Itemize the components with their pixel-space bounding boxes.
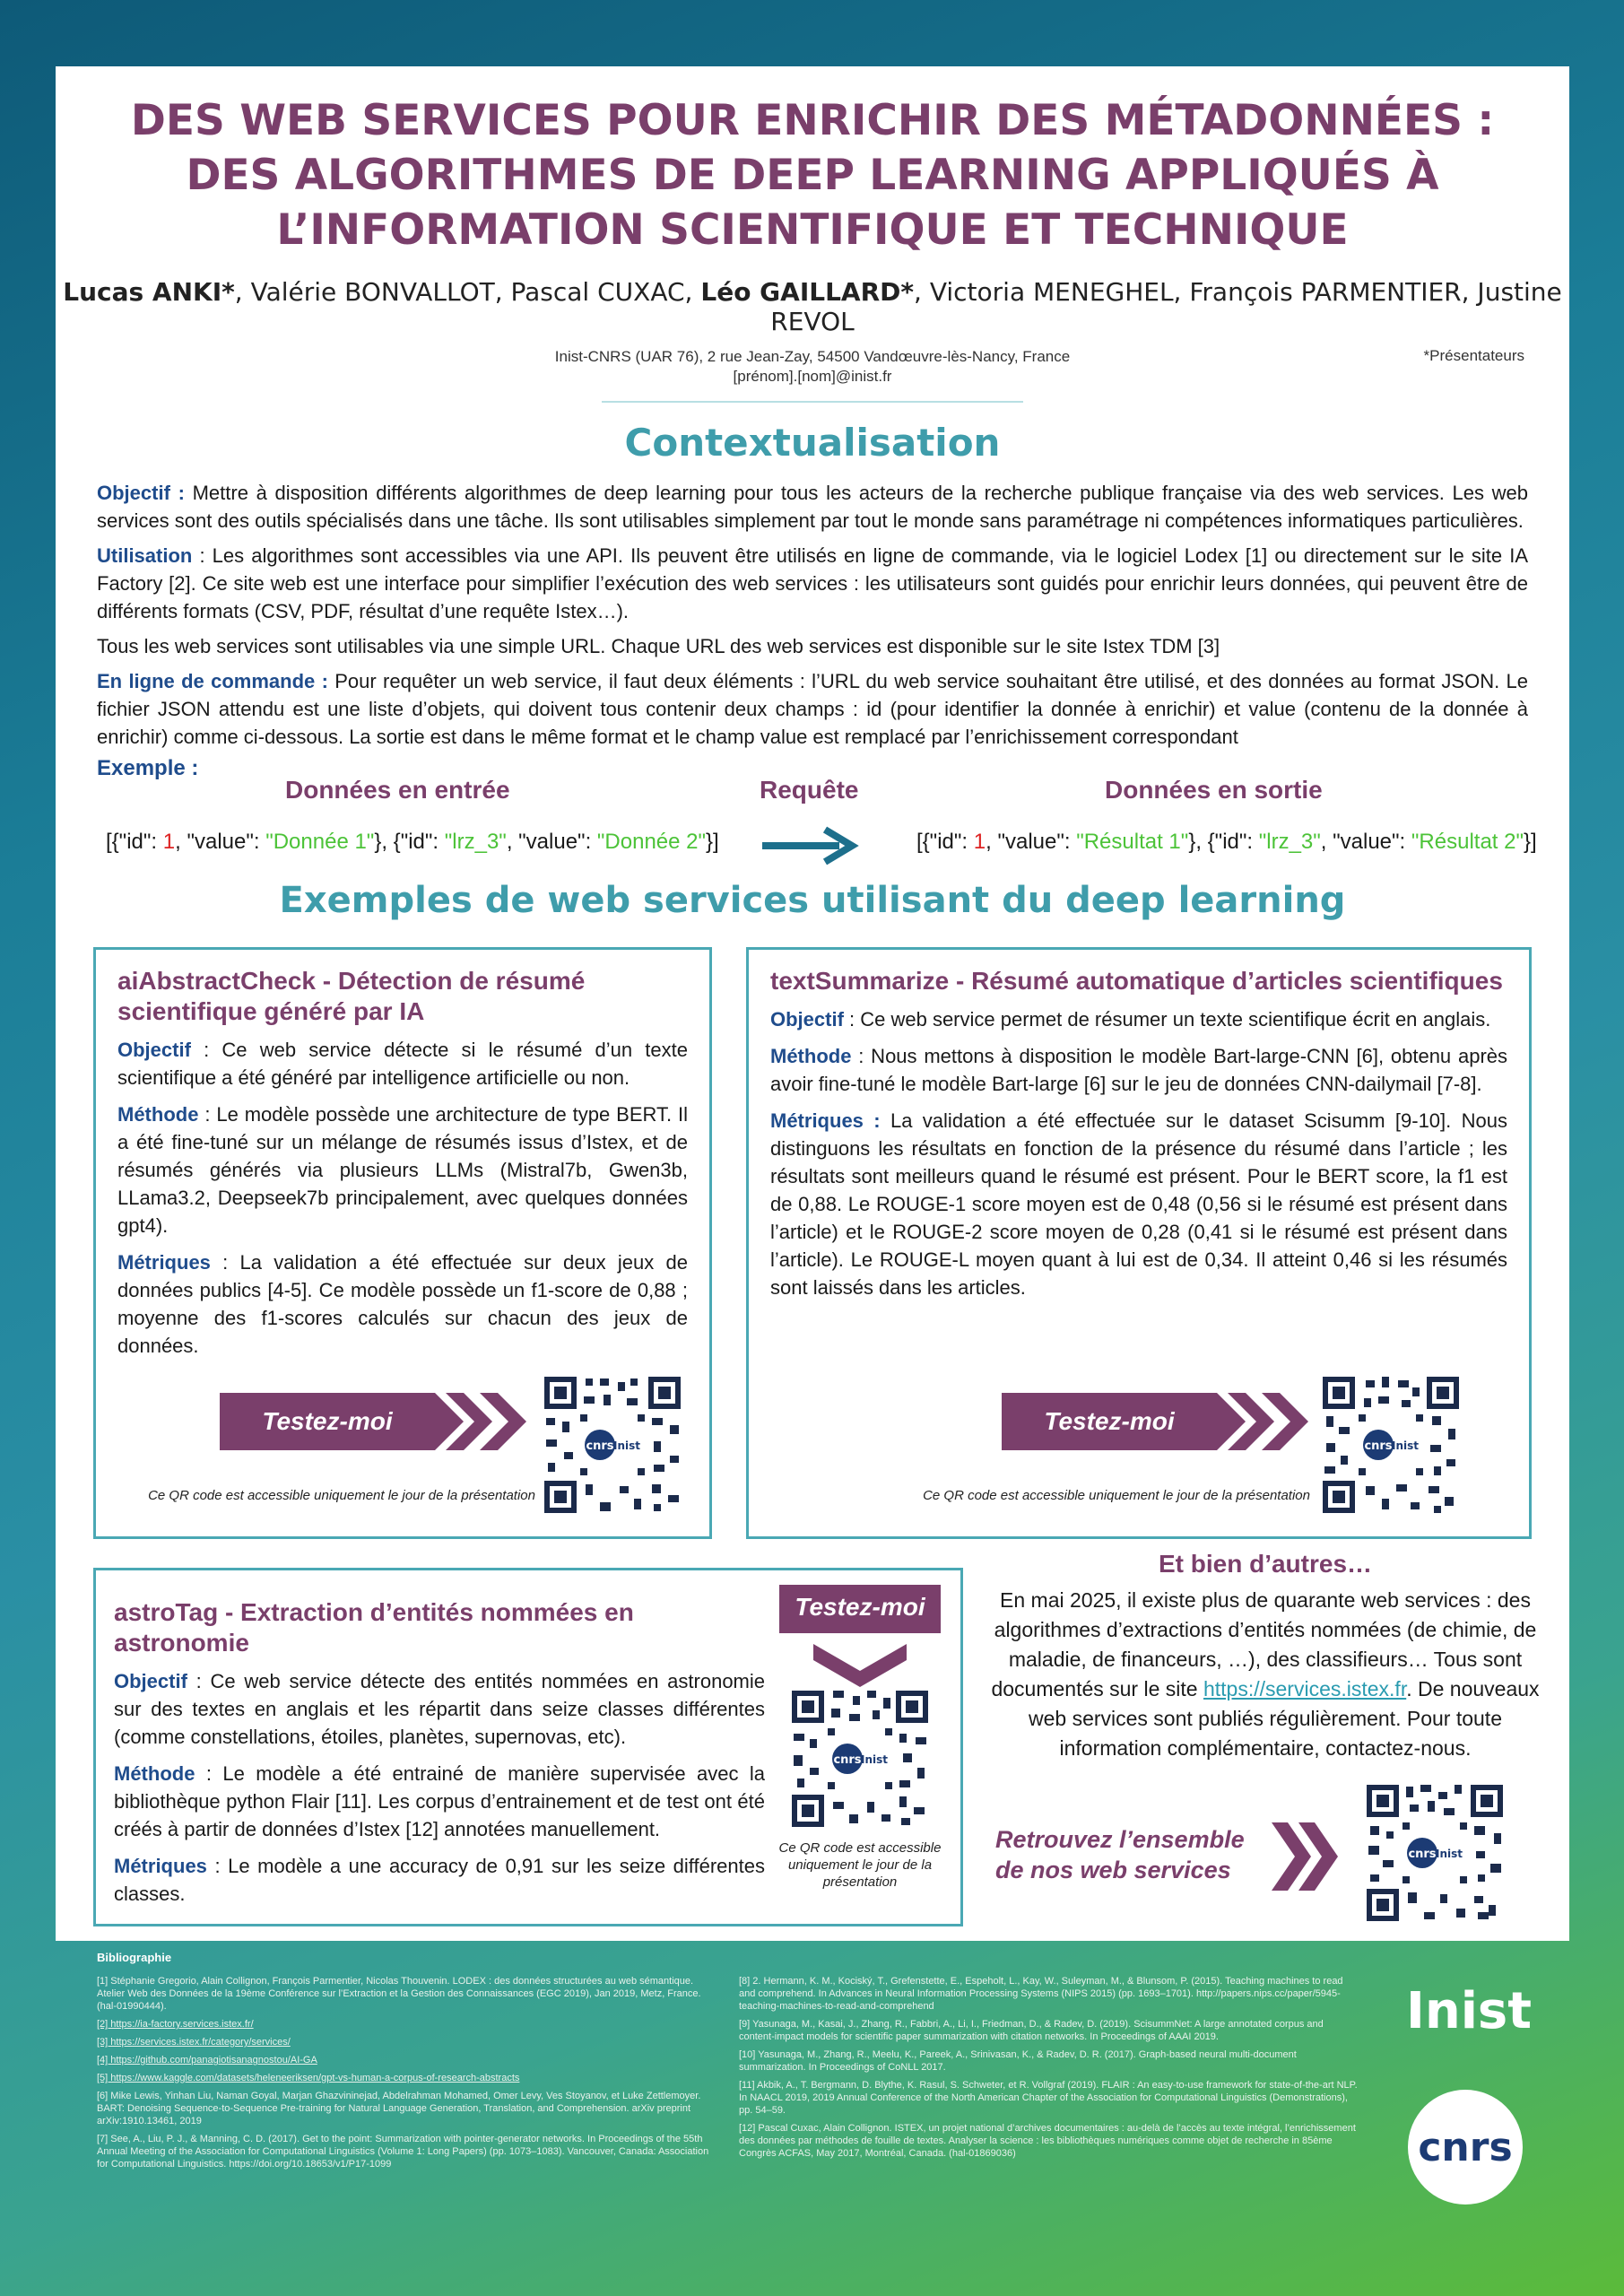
bibliography-title: Bibliographie xyxy=(97,1951,172,1964)
card-objectif: Objectif : Ce web service permet de résumer un texte scientifique écrit en anglais. xyxy=(770,1008,1491,1031)
example-row xyxy=(56,776,1569,880)
request-heading: Requête xyxy=(760,776,859,804)
poster-title xyxy=(56,93,1569,257)
card-metriques: Métriques : La validation a été effectuée sur le dataset Scisumm [9-10]. Nous distinguons les résultats en fonction de la présence du résumé dans l’article ; les résultats sont meilleurs quand le résumé est présent. Pour le BERT score, la f1 est de 0,88. Le ROUGE-1 score moyen est de 0,48 (0,56 si le résumé est présent dans l’article) et le ROUGE-2 score moyen de 0,28 (0,41 si le résumé est présent dans l’article). Le ROUGE-L moyen quant à lui est de 0,34. Il atteint 0,46 si les résumés sont laissés dans les articles. xyxy=(770,1109,1507,1299)
ligne-label: En ligne de commande : xyxy=(97,670,328,692)
ligne-text: Pour requêter un web service, il faut deux éléments : l’URL du web service souhaitant être utilisé, et des données au format JSON. Le fichier JSON attendu est une liste d’objets, qui doivent tous contenir deux champs : id (pour identifier la donnée à enrichir) et value (contenu de la donnée à enrichir) comme ci-dessous. La sortie est dans le même format et le champ value est remplacé par l’enrichissement correspondant xyxy=(97,670,1529,748)
svg-text:Inist: Inist xyxy=(1392,1439,1419,1452)
svg-text:Inist: Inist xyxy=(1436,1848,1463,1860)
output-heading: Données en sortie xyxy=(1105,776,1323,804)
title-line-1: DES WEB SERVICES POUR ENRICHIR DES MÉTADONNÉES : xyxy=(130,96,1495,145)
objectif-label: Objectif : xyxy=(97,482,185,504)
section-heading-examples: Exemples de web services utilisant du deep learning xyxy=(279,880,1346,921)
svg-text:Inist: Inist xyxy=(613,1439,640,1452)
authors-list-1: , Valérie BONVALLOT, Pascal CUXAC, xyxy=(234,277,701,307)
testez-moi-button[interactable]: Testez-moi xyxy=(795,1593,925,1621)
bib-entry: [9] Yasunaga, M., Kasai, J., Zhang, R., Fabbri, A., Li, I., Friedman, D., & Radev, D. (2019). ScisummNet: A large annotated corpus and content-impact models for scientific paper summarization with citation networks. In Proceedings of AAAI 2019. xyxy=(739,2019,1324,2042)
authors-list-2: , Victoria MENEGHEL, François PARMENTIER, Justine REVOL xyxy=(770,277,1562,336)
card-title: textSummarize - Résumé automatique d’articles scientifiques xyxy=(770,967,1503,995)
context-objectif xyxy=(97,479,1528,535)
affiliation xyxy=(56,347,1569,387)
testez-moi-button[interactable]: Testez-moi xyxy=(1044,1407,1175,1435)
utilisation-label: Utilisation xyxy=(97,544,193,567)
svg-text:cnrs: cnrs xyxy=(1364,1439,1393,1453)
request-arrow-icon xyxy=(762,826,861,865)
qr-note: Ce QR code est accessible uniquement le jour de la présentation xyxy=(923,1488,1310,1503)
bibliography-right xyxy=(739,1975,1358,2165)
chevrons-right-icon xyxy=(1272,1822,1352,1891)
bibliography-left xyxy=(97,1975,716,2176)
card-methode: Méthode : Le modèle possède une architecture de type BERT. Il a été fine-tuné sur un mélange de résumés issus d’Istex, et de résumés générés via plusieurs LLMs (Mistral7b, Gwen3b, LLama3.2, Deepseek7b principalement, avec quelques données gpt4). xyxy=(117,1103,688,1237)
affiliation-row xyxy=(56,347,1569,388)
svg-text:cnrs: cnrs xyxy=(833,1753,862,1767)
title-line-3: L’INFORMATION SCIENTIFIQUE ET TECHNIQUE xyxy=(276,205,1349,255)
card-methode: Méthode : Nous mettons à disposition le modèle Bart-large-CNN [6], obtenu après avoir fine-tuné le modèle Bart-large [6] sur le jeu de données CNN-dailymail [7-8]. xyxy=(770,1045,1507,1095)
qr-code-icon xyxy=(541,1373,684,1517)
card-objectif: Objectif : Ce web service détecte des entités nommées en astronomie sur des textes en anglais et les répartit dans seize classes différentes (comme constellations, étoiles, planètes, supernovas, etc). xyxy=(114,1670,765,1748)
inist-logo: Inist xyxy=(1406,1982,1532,2040)
others-text: En mai 2025, il existe plus de quarante web services : des algorithmes d’extractions d’entités nommées (de chimie, de maladie, de financeurs, …), des classifieurs… Tous sont documentés sur le site https://services.istex.fr. De nouveaux web services sont publiés régulièrement. Pour toute information complémentaire, contactez-nous. xyxy=(991,1588,1540,1760)
services-link[interactable]: https://services.istex.fr xyxy=(1203,1677,1407,1700)
bib-entry: [12] Pascal Cuxac, Alain Collignon. ISTEX, un projet national d’archives documentaires : au-delà de l’accès au texte intégral, l’enrichissement des données par méthodes de fouille de textes. Analyser la science : les bibliothèques numériques comme objet de recherche in 85ème Congrès ACFAS, May 2017, Montréal, Canada. (hal-01869036) xyxy=(739,2123,1356,2159)
testez-moi-button[interactable]: Testez-moi xyxy=(262,1407,393,1435)
utilisation-text: : Les algorithmes sont accessibles via une API. Ils peuvent être utilisés en ligne de commande, via le logiciel Lodex [1] ou directement sur le site IA Factory [2]. Ce site web est une interface pour simplifier l’exécution des web services : les utilisateurs sont guidés pour enrichir leurs données, qui peuvent être de différents formats (CSV, PDF, résultat d’une requête Istex…). xyxy=(97,544,1528,622)
presenters-note: *Présentateurs xyxy=(1423,347,1524,364)
qr-code-icon xyxy=(1363,1781,1507,1925)
qr-code-icon xyxy=(788,1687,932,1831)
bib-entry: [11] Akbik, A., T. Bergmann, D. Blythe, K. Rasul, S. Schweter, et R. Vollgraf (2019). FLAIR : An easy-to-use framework for state-of-the-art NLP. In NAACL 2019, 2019 Annual Conference of the North American Chapter of the Association for Computational Linguistics (Demonstrations), pp. 54–59. xyxy=(739,2080,1358,2116)
svg-text:Inist: Inist xyxy=(861,1753,888,1766)
card-content xyxy=(114,1597,765,1908)
qr-note: Ce QR code est accessible uniquement le jour de la présentation xyxy=(778,1840,942,1890)
others-section xyxy=(979,1550,1551,1763)
qr-note: Ce QR code est accessible uniquement le jour de la présentation xyxy=(148,1488,535,1503)
section-heading-context: Contextualisation xyxy=(624,421,1001,465)
exemple-label: Exemple : xyxy=(97,756,199,780)
poster xyxy=(56,66,1569,1941)
divider xyxy=(602,401,1023,403)
bib-entry: [5] https://www.kaggle.com/datasets/heleneeriksen/gpt-vs-human-a-corpus-of-research-abstracts xyxy=(97,2073,520,2083)
svg-text:cnrs: cnrs xyxy=(586,1439,614,1453)
affiliation-address: Inist-CNRS (UAR 76), 2 rue Jean-Zay, 54500 Vandœuvre-lès-Nancy, France xyxy=(554,348,1071,365)
card-title: aiAbstractCheck - Détection de résumé scientifique généré par IA xyxy=(117,967,586,1025)
input-json: [{"id": 1, "value": "Donnée 1"}, {"id": "lrz_3", "value": "Donnée 2"}] xyxy=(106,830,719,854)
author-presenter-1: Lucas ANKI* xyxy=(63,277,235,307)
bibliography xyxy=(97,1951,1388,2170)
bib-entry: [1] Stéphanie Gregorio, Alain Collignon, François Parmentier, Nicolas Thouvenin. LODEX : des données structurées au web sémantique. Atelier Web des Données de la 19ème Conférence sur l’Extraction et la Gestion des Connaissances (EGC 2019), Jan 2019, Metz, France. (hal-01990444). xyxy=(97,1976,701,2012)
card-textsummarize xyxy=(746,947,1532,1539)
cnrs-logo: cnrs xyxy=(1408,2090,1523,2205)
bib-entry: [10] Yasunaga, M., Zhang, R., Meelu, K., Pareek, A., Srinivasan, K., & Radev, D. R. (2017). Graph-based neural multi-document summarization. In Proceedings of CoNLL 2017. xyxy=(739,2049,1297,2073)
others-title: Et bien d’autres… xyxy=(1158,1550,1373,1578)
title-line-2: DES ALGORITHMES DE DEEP LEARNING APPLIQUÉS À xyxy=(186,151,1439,200)
input-heading: Données en entrée xyxy=(285,776,510,804)
affiliation-email: [prénom].[nom]@inist.fr xyxy=(733,368,892,385)
authors xyxy=(56,277,1569,336)
svg-text:cnrs: cnrs xyxy=(1408,1848,1437,1861)
bib-entry: [4] https://github.com/panagiotisanagnostou/AI-GA xyxy=(97,2055,317,2066)
card-metriques: Métriques : La validation a été effectuée sur deux jeux de données publics [4-5]. Ce modèle possède un f1-score de 0,88 ; moyenne des f1-scores calculés sur chacun des jeux de données. xyxy=(117,1251,688,1357)
card-aiabstractcheck xyxy=(93,947,712,1539)
bib-entry: [6] Mike Lewis, Yinhan Liu, Naman Goyal, Marjan Ghazvininejad, Abdelrahman Mohamed, Omer Levy, Ves Stoyanov, et Luke Zettlemoyer. BART: Denoising Sequence-to-Sequence Pre-training for Natural Language Generation, Translation, and Comprehension. arXiv preprint arXiv:1910.13461, 2019 xyxy=(97,2091,701,2126)
card-metriques: Métriques : Le modèle a une accuracy de 0,91 sur les seize différentes classes. xyxy=(114,1855,765,1905)
objectif-text: Mettre à disposition différents algorithmes de deep learning pour tous les acteurs de la recherche publique française via des web services. Les web services sont des outils spécialisés dans une tâche. Ils sont utilisables simplement par tout le monde sans paramétrage ni compétences informatiques particulières. xyxy=(97,482,1528,532)
card-objectif: Objectif : Ce web service détecte si le résumé d’un texte scientifique a été généré par intelligence artificielle ou non. xyxy=(117,1039,688,1089)
qr-code-icon xyxy=(1319,1373,1463,1517)
bib-entry: [2] https://ia-factory.services.istex.fr/ xyxy=(97,2019,254,2030)
context-utilisation xyxy=(97,542,1528,625)
context-url: Tous les web services sont utilisables via une simple URL. Chaque URL des web services est disponible sur le site Istex TDM [3] xyxy=(97,635,1220,657)
context-ligne-de-commande xyxy=(97,667,1528,751)
card-title: astroTag - Extraction d’entités nommées en astronomie xyxy=(114,1598,634,1657)
output-json: [{"id": 1, "value": "Résultat 1"}, {"id": "lrz_3", "value": "Résultat 2"}] xyxy=(916,830,1537,854)
bib-entry: [8] 2. Hermann, K. M., Kociský, T., Grefenstette, E., Espeholt, L., Kay, W., Suleyman, M., & Blunsom, P. (2015). Teaching machines to read and comprehend. In Advances in Neural Information Processing Systems (NIPS 2015) (pp. 1693–1701). http://papers.nips.cc/paper/5945-teaching-machines-to-read-and-comprehend xyxy=(739,1976,1343,2012)
card-astrotag xyxy=(93,1568,963,1926)
bib-entry: [7] See, A., Liu, P. J., & Manning, C. D. (2017). Get to the point: Summarization with pointer-generator networks. In Proceedings of the 55th Annual Meeting of the Association for Computational Linguistics (Volume 1: Long Papers) (pp. 1073–1083). Vancouver, Canada: Association for Computational Linguistics. https://doi.org/10.18653/v1/P17-1099 xyxy=(97,2134,709,2170)
author-presenter-2: Léo GAILLARD* xyxy=(700,277,915,307)
retrouvez-text: Retrouvez l’ensemble de nos web services xyxy=(995,1826,1245,1883)
card-methode: Méthode : Le modèle a été entrainé de manière supervisée avec la bibliothèque python Flair [11]. Les corpus d’entrainement et de test ont été créés à partir de données d’Istex [12] annotées manuellement. xyxy=(114,1762,765,1840)
bib-entry: [3] https://services.istex.fr/category/services/ xyxy=(97,2037,291,2048)
